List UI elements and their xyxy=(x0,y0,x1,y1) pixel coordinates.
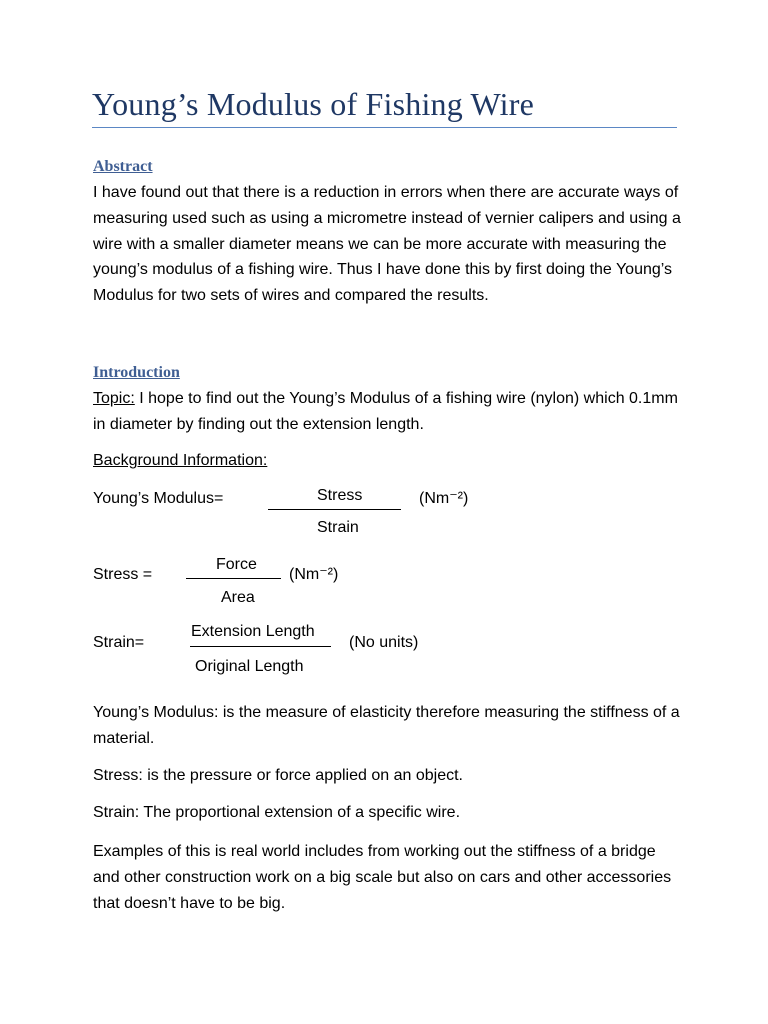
document-title: Young’s Modulus of Fishing Wire xyxy=(92,86,535,122)
stress-label: Stress = xyxy=(93,566,153,583)
stress-fraction-bar xyxy=(186,578,281,579)
stress-denominator: Area xyxy=(221,589,255,606)
strain-label: Strain= xyxy=(93,634,145,651)
topic-label: Topic: xyxy=(93,390,135,407)
topic-paragraph xyxy=(93,386,683,438)
strain-fraction-bar xyxy=(190,646,331,647)
youngs-unit: (Nm⁻²) xyxy=(419,490,469,507)
youngs-denominator: Strain xyxy=(317,519,359,536)
definition-youngs-modulus: Young’s Modulus: is the measure of elasticity therefore measuring the stiffness of a material. xyxy=(93,704,680,747)
youngs-fraction-bar xyxy=(268,509,401,510)
background-info-label: Background Information: xyxy=(93,452,268,469)
strain-numerator: Extension Length xyxy=(191,623,315,640)
examples-paragraph: Examples of this is real world includes from working out the stiffness of a bridge and other construction work on a big scale but also on cars and other accessories that doesn’t have to be big. xyxy=(93,843,672,912)
strain-denominator: Original Length xyxy=(195,658,304,675)
youngs-numerator: Stress xyxy=(317,487,363,504)
topic-text: I hope to find out the Young’s Modulus of a fishing wire (nylon) which 0.1mm in diameter by finding out the extension length. xyxy=(93,390,678,433)
strain-unit: (No units) xyxy=(349,634,419,651)
youngs-modulus-label: Young’s Modulus= xyxy=(93,490,224,507)
stress-numerator: Force xyxy=(216,556,257,573)
stress-unit: (Nm⁻²) xyxy=(289,566,339,583)
abstract-paragraph: I have found out that there is a reduction in errors when there are accurate ways of measuring used such as using a micrometre instead of vernier calipers and using a wire with a smaller diameter means we can be more accurate with measuring the young’s modulus of a fishing wire. Thus I have done this by first doing the Young’s Modulus for two sets of wires and compared the results. xyxy=(93,184,681,305)
title-rule xyxy=(92,127,677,128)
abstract-heading: Abstract xyxy=(93,158,153,175)
introduction-heading: Introduction xyxy=(93,364,180,381)
definition-stress: Stress: is the pressure or force applied on an object. xyxy=(93,767,463,784)
definition-strain: Strain: The proportional extension of a specific wire. xyxy=(93,804,461,821)
